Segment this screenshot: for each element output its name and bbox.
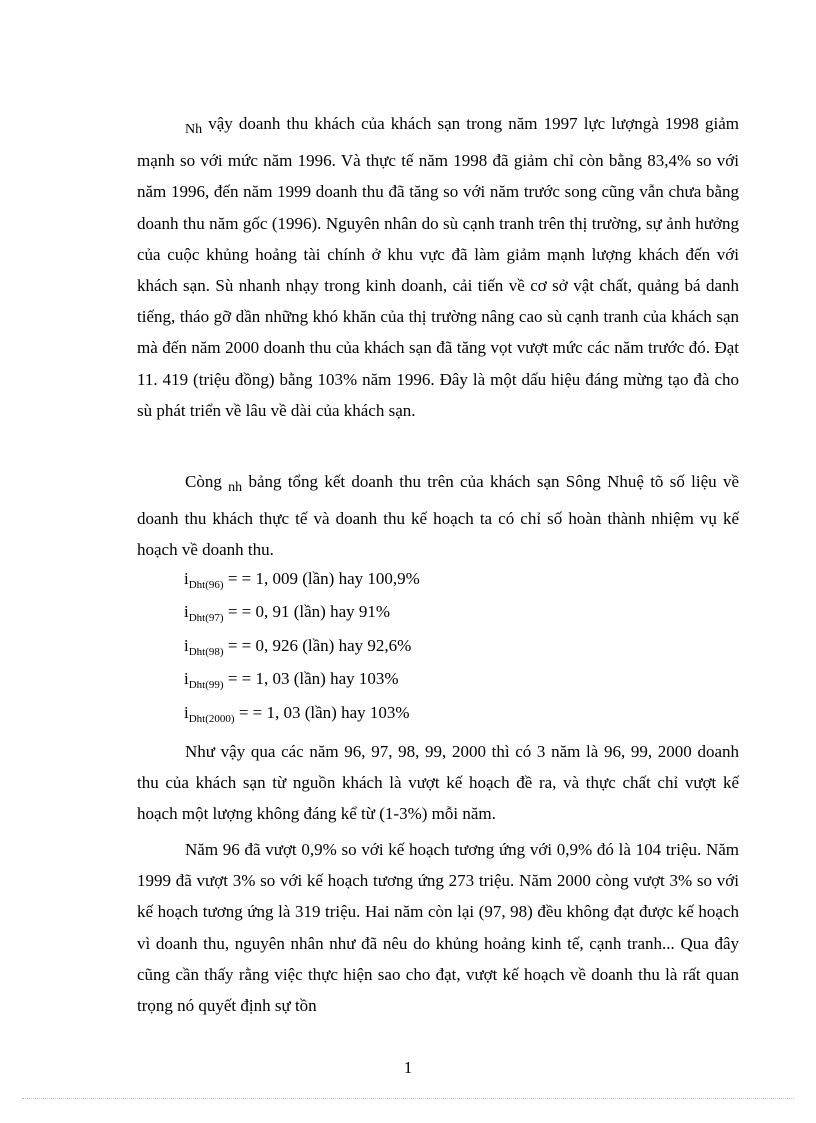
paragraph-text: vậy doanh thu khách của khách sạn trong năm 1997 lực lượngà 1998 giảm mạnh so với mức năm 1996. Và thực tế năm 1998 đã giảm chỉ còn bằng 83,4% so với năm 1996, đến năm 1999 doanh thu đã tăng so với năm trước song cũng vẫn chưa bằng doanh thu năm gốc (1996). Nguyên nhân do sù cạnh tranh trên thị trường, sự ảnh hưởng của cuộc khủng hoảng tài chính ở khu vực đã làm giảm mạnh lượng khách đến với khách sạn. Sù nhanh nhạy trong kinh doanh, cải tiến về cơ sở vật chất, quảng bá danh tiếng, tháo gỡ dần những khó khăn của thị trường nâng cao sù cạnh tranh của khách sạn mà đến năm 2000 doanh thu của khách sạn đã tăng vọt vượt mức các năm trước đó. Đạt 11. 419 (triệu đồng) bằng 103% năm 1996. Đây là một dấu hiệu đáng mừng tạo đà cho sù phát triển về lâu về dài của khách sạn. bbox=[137, 114, 739, 420]
equation-subscript: Dht(99) bbox=[188, 679, 224, 692]
equation-value: = = 1, 009 (lần) hay 100,9% bbox=[223, 569, 420, 588]
paragraph-lead: Còng bbox=[185, 472, 229, 491]
paragraph-yearly-detail bbox=[137, 834, 739, 1021]
equation-symbol: i bbox=[184, 635, 189, 655]
equation-symbol: i bbox=[184, 602, 189, 622]
page-number: 1 bbox=[403, 1058, 413, 1077]
equation-subscript: Dht(97) bbox=[188, 612, 224, 625]
footer-divider bbox=[22, 1098, 794, 1099]
equation-value: = = 1, 03 (lần) hay 103% bbox=[223, 669, 399, 689]
equation-symbol: i bbox=[184, 669, 189, 689]
paragraph-text: Như vậy qua các năm 96, 97, 98, 99, 2000 thì có 3 năm là 96, 99, 2000 doanh thu của khách sạn từ nguồn khách là vượt kế hoạch đề ra, và thực chất chỉ vượt kế hoạch một lượng không đáng kể từ (1-3%) mỗi năm. bbox=[137, 742, 739, 824]
text-fragment: Nh bbox=[185, 122, 203, 137]
equation-line bbox=[184, 595, 420, 628]
equation-line bbox=[184, 696, 420, 729]
paragraph-plan-exceeded bbox=[137, 736, 739, 830]
paragraph-text: Năm 96 đã vượt 0,9% so với kế hoạch tương ứng với 0,9% đó là 104 triệu. Năm 1999 đã vượt 3% so với kế hoạch tương ứng 273 triệu. Năm 2000 còng vượt 3% so với kế hoạch tương ứng là 319 triệu. Hai năm còn lại (97, 98) đều không đạt được kế hoạch vì doanh thu, nguyên nhân như đã nêu do khủng hoảng kinh tế, cạnh tranh... Qua đây cũng cần thấy rằng việc thực hiện sao cho đạt, vượt kế hoạch về doanh thu là rất quan trọng nó quyết định sự tồn bbox=[137, 840, 739, 1016]
equation-subscript: Dht(98) bbox=[188, 645, 224, 658]
equation-value: = = 1, 03 (lần) hay 103% bbox=[234, 702, 410, 722]
equation-subscript: Dht(96) bbox=[188, 579, 224, 591]
paragraph-summary-table bbox=[137, 466, 739, 566]
equation-line bbox=[184, 629, 420, 662]
paragraph-text: bảng tổng kết doanh thu trên của khách sạn Sông Nhuệ tõ số liệu về doanh thu khách thực tế và doanh thu kế hoạch ta có chỉ số hoàn thành nhiệm vụ kế hoạch về doanh thu. bbox=[137, 472, 740, 560]
equation-symbol: i bbox=[184, 702, 189, 722]
completion-index-equations bbox=[184, 562, 420, 729]
equation-line bbox=[184, 562, 420, 595]
equation-subscript: Dht(2000) bbox=[188, 712, 235, 725]
equation-symbol: i bbox=[184, 569, 189, 588]
paragraph-revenue-trend bbox=[137, 108, 739, 426]
equation-value: = = 0, 926 (lần) hay 92,6% bbox=[223, 635, 412, 655]
text-fragment: nh bbox=[228, 480, 243, 495]
equation-line bbox=[184, 662, 420, 695]
equation-value: = = 0, 91 (lần) hay 91% bbox=[223, 602, 391, 622]
